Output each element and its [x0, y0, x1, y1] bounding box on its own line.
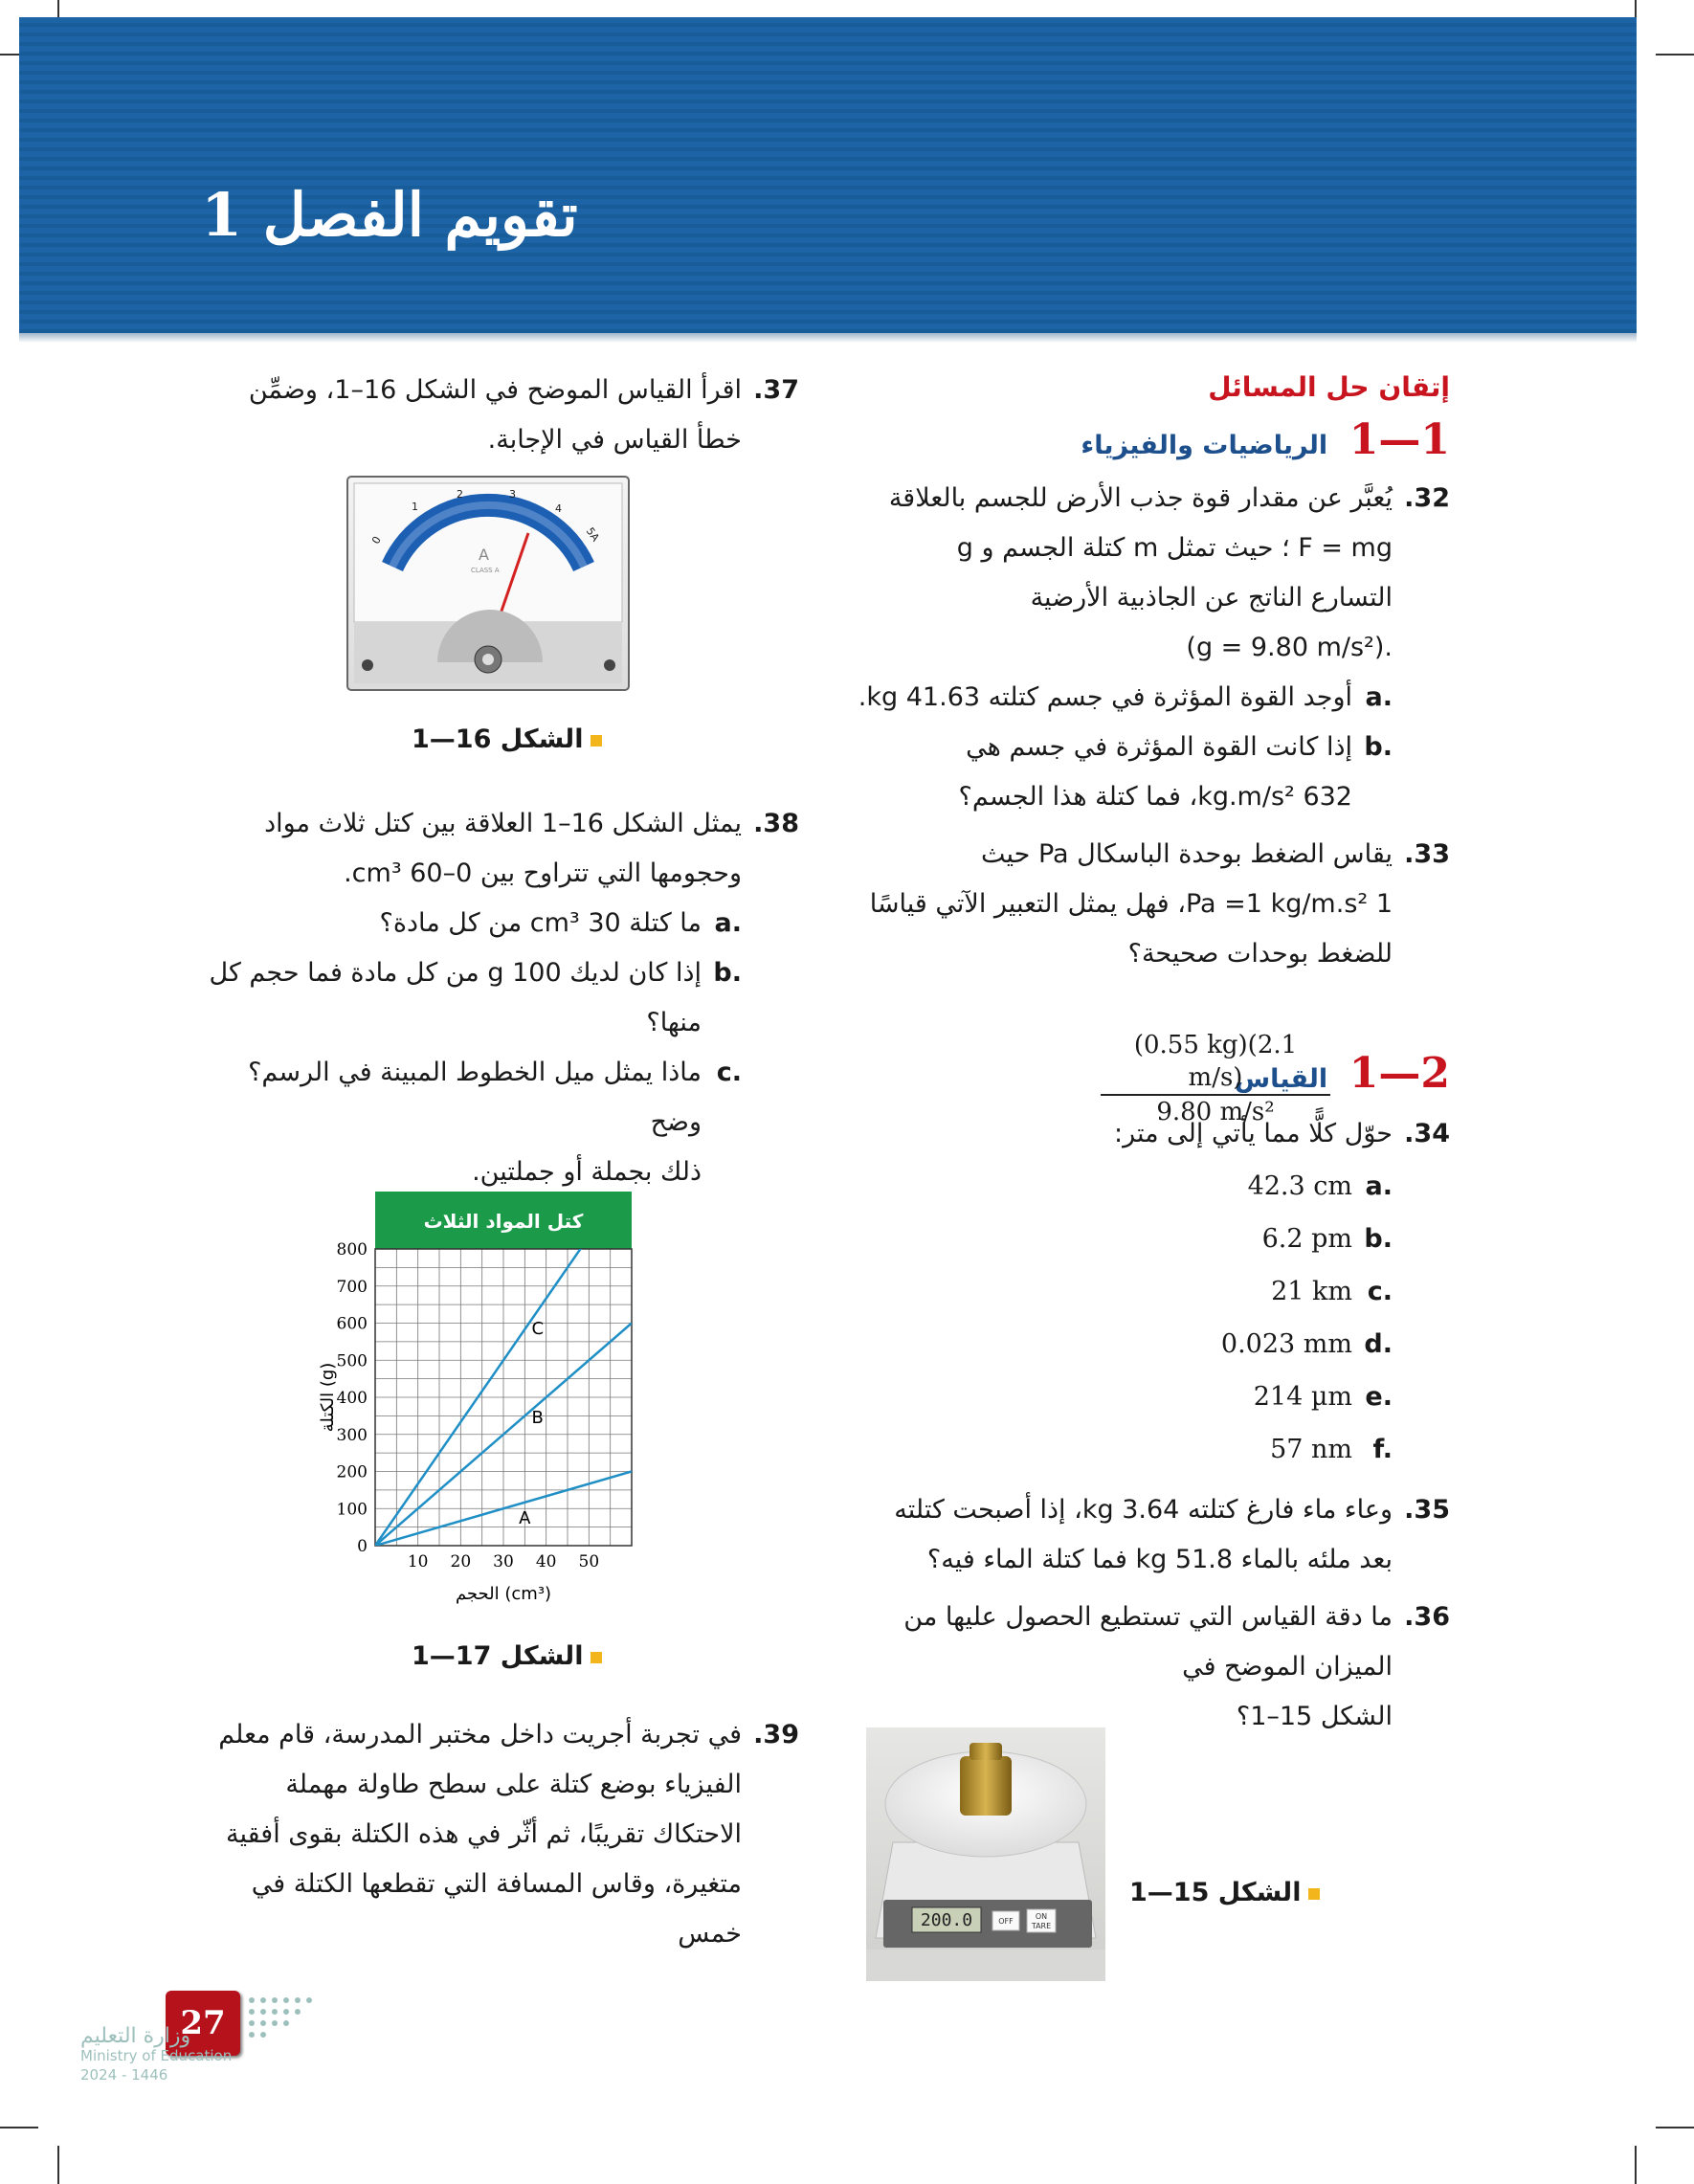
question-number: .39: [753, 1720, 799, 1749]
item-label: a.: [1365, 1171, 1393, 1201]
left-column-q39: [196, 1710, 799, 1959]
section-title: الرياضيات والفيزياء: [1081, 431, 1328, 460]
y-tick-label: 0: [357, 1537, 368, 1556]
caption-text: الشكل 15—1: [1129, 1878, 1302, 1907]
page-title: تقويم الفصل 1: [201, 180, 578, 250]
crop-mark: [1656, 2127, 1694, 2128]
crop-mark: [1656, 54, 1694, 56]
question-line: يُعبَّر عن مقدار قوة جذب الأرض للجسم بالعلاقة: [888, 483, 1393, 513]
sub-text: منها؟: [646, 1008, 702, 1037]
question-line: يمثل الشكل 16–1 العلاقة بين كتل ثلاث مواد: [264, 809, 742, 838]
question-line: في تجربة أجريت داخل مختبر المدرسة، قام معلم: [218, 1720, 742, 1749]
question-35: [857, 1485, 1450, 1585]
subquestion-a: [857, 673, 1393, 723]
x-axis-label: الحجم (cm³): [455, 1584, 552, 1604]
figure-15-caption: [1129, 1878, 1320, 1907]
dotted-logo-mark: [244, 1993, 316, 2040]
question-line: اقرأ القياس الموضح في الشكل 16–1، وضمِّن: [248, 375, 742, 405]
figure-17-chart: [316, 1192, 641, 1613]
figure-17-caption: [412, 1641, 602, 1671]
section-heading: إتقان حل المسائل: [1208, 371, 1450, 403]
list-item: [857, 1160, 1393, 1213]
sub-label: b.: [713, 958, 742, 988]
question-line: للضغط بوحدات صحيحة؟: [1127, 939, 1393, 969]
y-tick-label: 300: [336, 1425, 368, 1445]
sub-text: ماذا يمثل ميل الخطوط المبينة في الرسم؟ وضح: [248, 1058, 702, 1137]
scale-off-button: OFF: [998, 1917, 1014, 1926]
crop-mark: [57, 2146, 59, 2184]
y-tick-label: 800: [336, 1240, 368, 1259]
question-line: .(g = 9.80 m/s²): [1186, 633, 1393, 662]
question-line: متغيرة، وقاس المسافة التي تقطعها الكتلة في خمس: [251, 1869, 742, 1949]
series-label-a: A: [519, 1507, 531, 1528]
list-item: [857, 1318, 1393, 1371]
caption-marker: [1308, 1888, 1320, 1900]
fraction-denominator: 9.80 m/s²: [1156, 1098, 1275, 1126]
list-item: [857, 1371, 1393, 1423]
caption-marker: [591, 735, 602, 747]
question-line: الشكل 15–1؟: [1236, 1702, 1393, 1731]
figure-16-caption: [412, 724, 602, 754]
caption-text: الشكل 17—1: [412, 1641, 584, 1671]
question-line: وعاء ماء فارغ كتلته 3.64 kg، إذا أصبحت كتلته: [894, 1495, 1393, 1525]
question-line: الاحتكاك تقريبًا، ثم أثّر في هذه الكتلة بقوى أفقية: [226, 1819, 742, 1849]
page-number: 27: [166, 1991, 240, 2056]
x-tick-label: 30: [493, 1552, 514, 1571]
y-tick-label: 500: [336, 1351, 368, 1371]
question-line: وحجومها التي تتراوح بين 0–60 cm³.: [344, 858, 742, 888]
sub-label: b.: [1364, 732, 1393, 762]
y-tick-label: 100: [336, 1500, 368, 1520]
question-37: [196, 366, 799, 465]
caption-marker: [591, 1652, 602, 1663]
figure-15-scale-image: [866, 1727, 1105, 1981]
item-label: c.: [1367, 1277, 1393, 1306]
section-number: 1—2: [1349, 1049, 1450, 1098]
edition-year: 2024 - 1446: [80, 2066, 168, 2084]
ministry-name-ar: وزارة التعليم: [80, 2024, 191, 2048]
y-tick-label: 200: [336, 1462, 368, 1482]
left-column: [196, 366, 799, 465]
y-tick-label: 600: [336, 1314, 368, 1334]
subquestion-b: [857, 723, 1393, 822]
sub-text: ذلك بجملة أو جملتين.: [472, 1157, 702, 1187]
crop-mark: [1635, 2146, 1637, 2184]
header-banner: [19, 17, 1637, 333]
question-number: .32: [1404, 483, 1450, 513]
list-item: [857, 1213, 1393, 1265]
scale-label: 2: [457, 488, 463, 501]
question-line: 1 Pa =1 kg/m.s²، فهل يمثل التعبير الآتي قياسًا: [869, 889, 1393, 919]
list-item: [857, 1265, 1393, 1318]
fraction-numerator: (0.55 kg)(2.1 m/s): [1101, 1029, 1330, 1096]
question-number: .36: [1404, 1602, 1450, 1632]
scale-label: 3: [509, 488, 516, 501]
question-line: الميزان الموضح في: [1182, 1652, 1393, 1682]
question-number: .33: [1404, 839, 1450, 869]
x-tick-label: 40: [535, 1552, 557, 1571]
sub-text: إذا كانت القوة المؤثرة في جسم هي: [966, 732, 1352, 762]
series-label-c: C: [531, 1319, 545, 1340]
sub-text: ما كتلة 30 cm³ من كل مادة؟: [379, 908, 702, 938]
sub-label: a.: [714, 908, 742, 938]
sub-label: c.: [716, 1058, 742, 1087]
sub-text: إذا كان لديك 100 g من كل مادة فما حجم كل: [209, 958, 702, 988]
series-label-b: B: [531, 1408, 544, 1429]
figure-16-ammeter-image: [346, 476, 630, 691]
item-value: 42.3 cm: [1247, 1171, 1352, 1201]
item-label: e.: [1365, 1382, 1393, 1412]
y-axis-label: الكتلة (g): [318, 1362, 338, 1433]
item-value: 0.023 mm: [1220, 1329, 1352, 1359]
question-number: .35: [1404, 1495, 1450, 1525]
scale-label: 5A: [583, 524, 602, 545]
caption-text: الشكل 16—1: [412, 724, 584, 754]
question-line: خطأ القياس في الإجابة.: [487, 425, 742, 455]
question-33: [857, 830, 1450, 1046]
question-line: يقاس الضغط بوحدة الباسكال Pa حيث: [981, 839, 1393, 869]
left-column-q38: [196, 799, 799, 1197]
x-tick-label: 10: [407, 1552, 429, 1571]
scale-display: 200.0: [920, 1910, 973, 1930]
section-number: 1—1: [1349, 415, 1450, 464]
section-title: القياس: [1234, 1064, 1328, 1094]
question-line: F = mg ؛ حيث تمثل m كتلة الجسم و g: [956, 533, 1393, 563]
scale-on-button: ON: [1035, 1912, 1048, 1921]
scale-label: 0: [369, 534, 384, 546]
sub-text: أوجد القوة المؤثرة في جسم كتلته 41.63 kg.: [858, 682, 1352, 712]
list-item: [857, 1423, 1393, 1476]
dial-letter: A: [479, 546, 489, 564]
item-label: f.: [1372, 1435, 1393, 1464]
crop-mark: [0, 2127, 38, 2128]
question-number: .37: [753, 375, 799, 405]
y-tick-label: 700: [336, 1277, 368, 1297]
dial-class-text: CLASS A: [471, 567, 500, 574]
scale-label: 4: [555, 502, 562, 515]
item-value: 57 nm: [1270, 1435, 1352, 1464]
y-tick-label: 400: [336, 1389, 368, 1408]
subquestion-b: [196, 948, 742, 1048]
ministry-logo: [80, 2024, 233, 2084]
item-label: b.: [1364, 1224, 1393, 1254]
header-shadow: [19, 333, 1637, 343]
x-tick-label: 50: [578, 1552, 600, 1571]
ministry-name-en: Ministry of Education: [80, 2047, 233, 2064]
question-line: الفيزياء بوضع كتلة على سطح طاولة مهملة: [285, 1770, 742, 1799]
question-line: ما دقة القياس التي تستطيع الحصول عليها من: [903, 1602, 1393, 1632]
chart-title: كتل المواد الثلاث: [423, 1210, 584, 1233]
item-value: 6.2 pm: [1261, 1224, 1352, 1254]
question-39: [196, 1710, 799, 1959]
x-tick-label: 20: [450, 1552, 472, 1571]
question-32: [857, 474, 1450, 822]
scale-tare-button: TARE: [1031, 1922, 1052, 1930]
question-34: [857, 1107, 1450, 1476]
scale-label: 1: [412, 501, 418, 513]
question-text: حوّل كلًّا مما يأتي إلى متر:: [1113, 1119, 1393, 1148]
item-value: 21 km: [1271, 1277, 1352, 1306]
item-value: 214 µm: [1253, 1382, 1352, 1412]
question-number: .34: [1404, 1119, 1450, 1148]
section-1-1-heading: [857, 412, 1450, 474]
question-line: بعد ملئه بالماء 51.8 kg فما كتلة الماء فيه؟: [926, 1545, 1393, 1574]
subquestion-c: [196, 1048, 742, 1197]
subquestion-a: [196, 899, 742, 948]
question-number: .38: [753, 809, 799, 838]
question-36: [857, 1593, 1450, 1742]
sub-text: 632 kg.m/s²، فما كتلة هذا الجسم؟: [958, 782, 1352, 812]
item-label: d.: [1364, 1329, 1393, 1359]
fraction-expression: [1101, 1029, 1330, 1128]
question-line: التسارع الناتج عن الجاذبية الأرضية: [1030, 583, 1393, 613]
question-38: [196, 799, 799, 1197]
sub-label: a.: [1365, 682, 1393, 712]
